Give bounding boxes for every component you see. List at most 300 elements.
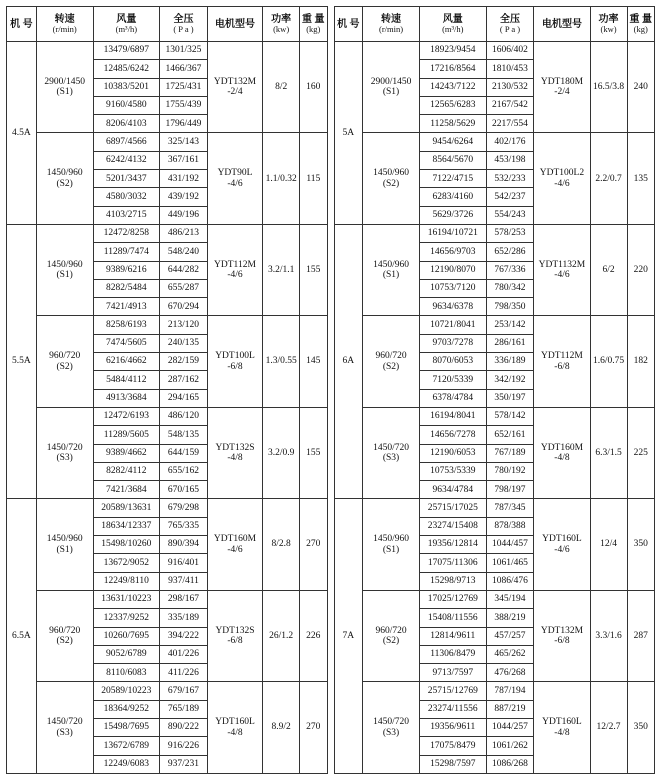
power-cell: 16.5/3.8 [590, 42, 627, 133]
pressure-cell: 767/336 [486, 261, 534, 279]
pressure-cell: 1086/268 [486, 755, 534, 773]
weight-cell: 225 [627, 407, 654, 498]
pressure-cell: 439/192 [160, 188, 208, 206]
header-power-unit: (kw) [600, 23, 617, 34]
flow-cell: 20589/10223 [93, 682, 160, 700]
pressure-cell: 578/142 [486, 407, 534, 425]
motor-model: YDT132S [215, 442, 255, 453]
pressure-cell: 890/222 [160, 718, 208, 736]
speed-series: (S2) [56, 361, 73, 372]
motor-cell [534, 42, 590, 133]
pressure-cell: 367/161 [160, 151, 208, 169]
flow-cell: 17075/8479 [419, 737, 486, 755]
flow-cell: 12472/6193 [93, 407, 160, 425]
motor-poles: -6/8 [554, 361, 570, 372]
flow-cell: 9160/4580 [93, 96, 160, 114]
weight-cell: 270 [300, 499, 327, 590]
pressure-cell: 449/196 [160, 206, 208, 224]
motor-poles: -4/8 [554, 453, 570, 464]
speed-value: 2900/1450 [44, 76, 85, 87]
table-row [7, 407, 328, 425]
speed-cell [36, 499, 93, 590]
flow-cell: 10753/7120 [419, 279, 486, 297]
weight-cell: 115 [300, 133, 327, 224]
weight-cell: 350 [627, 682, 654, 773]
speed-value: 960/720 [375, 351, 407, 362]
speed-series: (S3) [382, 453, 400, 464]
table-row [7, 133, 328, 151]
weight-cell: 240 [627, 42, 654, 133]
header-speed [363, 7, 420, 42]
header-model [7, 7, 37, 42]
motor-cell [534, 590, 590, 681]
flow-cell: 15498/10260 [93, 536, 160, 554]
table-row [334, 224, 655, 242]
flow-cell: 12190/8070 [419, 261, 486, 279]
motor-model: YDT132S [215, 625, 255, 636]
motor-poles: -4/8 [227, 727, 243, 738]
flow-cell: 4103/2715 [93, 206, 160, 224]
power-cell: 1.3/0.55 [263, 316, 300, 407]
table-row [7, 590, 328, 608]
pressure-cell: 1301/325 [160, 42, 208, 60]
pressure-cell: 767/189 [486, 444, 534, 462]
motor-poles: -4/8 [227, 453, 243, 464]
weight-cell: 350 [627, 499, 654, 590]
pressure-cell: 644/159 [160, 444, 208, 462]
flow-cell: 5201/3437 [93, 170, 160, 188]
flow-cell: 9389/6216 [93, 261, 160, 279]
weight-cell: 155 [300, 224, 327, 315]
speed-value: 960/720 [49, 625, 81, 636]
weight-cell: 145 [300, 316, 327, 407]
flow-cell: 8070/6053 [419, 353, 486, 371]
header-flow [93, 7, 160, 42]
table-row [334, 407, 655, 425]
pressure-cell: 679/167 [160, 682, 208, 700]
flow-cell: 10383/5201 [93, 78, 160, 96]
motor-cell [534, 133, 590, 224]
pressure-cell: 548/240 [160, 243, 208, 261]
flow-cell: 14243/7122 [419, 78, 486, 96]
power-cell: 6.3/1.5 [590, 407, 627, 498]
flow-cell: 9634/6378 [419, 298, 486, 316]
pressure-cell: 937/231 [160, 755, 208, 773]
motor-cell [207, 224, 262, 315]
table-row [334, 682, 655, 700]
speed-value: 1450/960 [46, 168, 83, 179]
header-weight [300, 7, 327, 42]
table-row [334, 499, 655, 517]
speed-series: (S2) [382, 361, 400, 372]
flow-cell: 10721/8041 [419, 316, 486, 334]
header-weight-unit: (kg) [633, 23, 648, 34]
table-row [334, 133, 655, 151]
table-row [7, 224, 328, 242]
pressure-cell: 542/237 [486, 188, 534, 206]
motor-cell [534, 224, 590, 315]
flow-cell: 4913/3684 [93, 389, 160, 407]
speed-cell [363, 42, 420, 133]
flow-cell: 12249/8110 [93, 572, 160, 590]
flow-cell: 16194/8041 [419, 407, 486, 425]
speed-cell [363, 316, 420, 407]
speed-series: (S1) [56, 270, 73, 281]
flow-cell: 6897/4566 [93, 133, 160, 151]
motor-poles: -4/6 [554, 270, 570, 281]
speed-cell [363, 133, 420, 224]
pressure-cell: 670/165 [160, 481, 208, 499]
pressure-cell: 787/194 [486, 682, 534, 700]
header-power-label: 功率 [271, 13, 292, 25]
speed-cell [363, 224, 420, 315]
pressure-cell: 350/197 [486, 389, 534, 407]
header-weight-label: 重 量 [302, 13, 325, 25]
header-speed-unit: (r/min) [52, 23, 77, 34]
flow-cell: 11306/8479 [419, 645, 486, 663]
pressure-cell: 453/198 [486, 151, 534, 169]
flow-cell: 8258/6193 [93, 316, 160, 334]
speed-cell [36, 682, 93, 773]
weight-cell: 270 [300, 682, 327, 773]
header-speed-label: 转速 [381, 13, 402, 25]
power-cell: 8/2.8 [263, 499, 300, 590]
flow-cell: 6283/4160 [419, 188, 486, 206]
weight-cell: 135 [627, 133, 654, 224]
pressure-cell: 554/243 [486, 206, 534, 224]
header-weight [627, 7, 654, 42]
pressure-cell: 1061/262 [486, 737, 534, 755]
flow-cell: 9454/6264 [419, 133, 486, 151]
flow-cell: 18634/12337 [93, 517, 160, 535]
motor-poles: -6/8 [227, 636, 243, 647]
motor-poles: -4/6 [227, 178, 243, 189]
flow-cell: 12814/9611 [419, 627, 486, 645]
speed-value: 1450/960 [46, 534, 83, 545]
weight-cell: 182 [627, 316, 654, 407]
flow-cell: 7474/5605 [93, 334, 160, 352]
pressure-cell: 765/335 [160, 517, 208, 535]
speed-series: (S1) [382, 270, 400, 281]
flow-cell: 12565/6283 [419, 96, 486, 114]
speed-cell [36, 133, 93, 224]
motor-poles: -4/6 [227, 544, 243, 555]
table-row [334, 316, 655, 334]
motor-poles: -4/6 [554, 178, 570, 189]
flow-cell: 9052/6789 [93, 645, 160, 663]
pressure-cell: 1044/257 [486, 718, 534, 736]
pressure-cell: 325/143 [160, 133, 208, 151]
pressure-cell: 342/192 [486, 371, 534, 389]
flow-cell: 12337/9252 [93, 609, 160, 627]
motor-model: YDT132M [213, 76, 257, 87]
pressure-cell: 670/294 [160, 298, 208, 316]
header-pressure-unit: ( P a ) [499, 23, 521, 34]
motor-poles: -2/4 [227, 87, 243, 98]
motor-poles: -4/6 [227, 270, 243, 281]
flow-cell: 5484/4112 [93, 371, 160, 389]
pressure-cell: 457/257 [486, 627, 534, 645]
speed-cell [363, 682, 420, 773]
pressure-cell: 1810/453 [486, 60, 534, 78]
pressure-cell: 916/401 [160, 554, 208, 572]
header-motor-label: 电机型号 [541, 18, 582, 30]
flow-cell: 25715/17025 [419, 499, 486, 517]
motor-cell [207, 42, 262, 133]
motor-model: YDT112M [214, 259, 256, 270]
speed-series: (S2) [382, 636, 400, 647]
pressure-cell: 1061/465 [486, 554, 534, 572]
flow-cell: 13479/6897 [93, 42, 160, 60]
flow-cell: 12485/6242 [93, 60, 160, 78]
flow-cell: 13631/10223 [93, 590, 160, 608]
motor-cell [534, 499, 590, 590]
pressure-cell: 282/159 [160, 353, 208, 371]
flow-cell: 11289/7474 [93, 243, 160, 261]
pressure-cell: 411/226 [160, 664, 208, 682]
pressure-cell: 476/268 [486, 664, 534, 682]
speed-value: 1450/720 [373, 442, 409, 453]
pressure-cell: 798/197 [486, 481, 534, 499]
header-row [334, 7, 655, 42]
motor-cell [207, 590, 262, 681]
power-cell: 1.1/0.32 [263, 133, 300, 224]
power-cell: 12/2.7 [590, 682, 627, 773]
speed-cell [36, 316, 93, 407]
flow-cell: 9634/4784 [419, 481, 486, 499]
pressure-cell: 240/135 [160, 334, 208, 352]
flow-cell: 7421/3684 [93, 481, 160, 499]
flow-cell: 23274/15408 [419, 517, 486, 535]
power-cell: 26/1.2 [263, 590, 300, 681]
pressure-cell: 887/219 [486, 700, 534, 718]
weight-cell: 155 [300, 407, 327, 498]
flow-cell: 6378/4784 [419, 389, 486, 407]
flow-cell: 9713/7597 [419, 664, 486, 682]
header-model-label: 机 号 [337, 18, 360, 30]
speed-value: 960/720 [49, 351, 81, 362]
speed-series: (S1) [56, 544, 73, 555]
power-cell: 12/4 [590, 499, 627, 590]
speed-series: (S1) [382, 87, 400, 98]
flow-cell: 14656/7278 [419, 426, 486, 444]
flow-cell: 12472/8258 [93, 224, 160, 242]
pressure-cell: 532/233 [486, 170, 534, 188]
pressure-cell: 765/189 [160, 700, 208, 718]
header-pressure [486, 7, 534, 42]
flow-cell: 9389/4662 [93, 444, 160, 462]
pressure-cell: 780/342 [486, 279, 534, 297]
motor-poles: -2/4 [554, 87, 570, 98]
header-speed-unit: (r/min) [378, 23, 404, 34]
pressure-cell: 937/411 [160, 572, 208, 590]
header-flow-label: 风量 [442, 13, 463, 25]
flow-cell: 15498/7695 [93, 718, 160, 736]
header-flow-unit: (m³/h) [115, 23, 138, 34]
motor-model: YDT1132M [538, 259, 586, 270]
motor-model: YDT160M [540, 442, 584, 453]
speed-value: 1450/960 [373, 534, 409, 545]
table-row [334, 42, 655, 60]
flow-cell: 23274/11556 [419, 700, 486, 718]
flow-cell: 13672/6789 [93, 737, 160, 755]
pressure-cell: 465/262 [486, 645, 534, 663]
power-cell: 3.2/0.9 [263, 407, 300, 498]
model-cell: 6.5A [7, 499, 37, 773]
pressure-cell: 1796/449 [160, 115, 208, 133]
motor-model: YDT100L2 [539, 168, 585, 179]
header-pressure-unit: ( P a ) [173, 23, 194, 34]
weight-cell: 160 [300, 42, 327, 133]
flow-cell: 6242/4132 [93, 151, 160, 169]
model-cell: 7A [334, 499, 363, 773]
flow-cell: 8282/4112 [93, 462, 160, 480]
flow-cell: 18923/9454 [419, 42, 486, 60]
pressure-cell: 394/222 [160, 627, 208, 645]
speed-series: (S1) [382, 544, 400, 555]
weight-cell: 287 [627, 590, 654, 681]
flow-cell: 17075/11306 [419, 554, 486, 572]
pressure-cell: 2217/554 [486, 115, 534, 133]
speed-cell [36, 590, 93, 681]
pressure-cell: 2130/532 [486, 78, 534, 96]
flow-cell: 10260/7695 [93, 627, 160, 645]
power-cell: 3.3/1.6 [590, 590, 627, 681]
header-flow-unit: (m³/h) [442, 23, 464, 34]
model-cell: 4.5A [7, 42, 37, 225]
pressure-cell: 652/286 [486, 243, 534, 261]
speed-value: 1450/720 [46, 717, 83, 728]
flow-cell: 11258/5629 [419, 115, 486, 133]
model-cell: 5.5A [7, 224, 37, 498]
flow-cell: 17216/8564 [419, 60, 486, 78]
flow-cell: 10753/5339 [419, 462, 486, 480]
pressure-cell: 401/226 [160, 645, 208, 663]
pressure-cell: 578/253 [486, 224, 534, 242]
speed-cell [36, 224, 93, 315]
pressure-cell: 655/287 [160, 279, 208, 297]
pressure-cell: 2167/542 [486, 96, 534, 114]
power-cell: 8/2 [263, 42, 300, 133]
model-cell: 6A [334, 224, 363, 498]
pressure-cell: 878/388 [486, 517, 534, 535]
speed-series: (S3) [56, 453, 73, 464]
pressure-cell: 336/189 [486, 353, 534, 371]
pressure-cell: 294/165 [160, 389, 208, 407]
pressure-cell: 287/162 [160, 371, 208, 389]
table-row [7, 499, 328, 517]
header-model-label: 机 号 [10, 18, 33, 30]
spec-tables [6, 6, 655, 774]
pressure-cell: 402/176 [486, 133, 534, 151]
header-motor [207, 7, 262, 42]
header-motor-label: 电机型号 [214, 18, 255, 30]
flow-cell: 12249/6083 [93, 755, 160, 773]
speed-value: 1450/960 [373, 168, 409, 179]
flow-cell: 19356/12814 [419, 536, 486, 554]
speed-series: (S2) [56, 178, 73, 189]
motor-model: YDT100L [215, 351, 255, 362]
pressure-cell: 548/135 [160, 426, 208, 444]
flow-cell: 25715/12769 [419, 682, 486, 700]
pressure-cell: 780/192 [486, 462, 534, 480]
motor-poles: -4/8 [554, 727, 570, 738]
header-weight-label: 重 量 [629, 13, 652, 25]
flow-cell: 17025/12769 [419, 590, 486, 608]
motor-cell [207, 133, 262, 224]
motor-model: YDT160L [542, 717, 582, 728]
speed-cell [36, 42, 93, 133]
pressure-cell: 486/213 [160, 224, 208, 242]
pressure-cell: 1725/431 [160, 78, 208, 96]
motor-cell [207, 499, 262, 590]
flow-cell: 8206/4103 [93, 115, 160, 133]
power-cell: 6/2 [590, 224, 627, 315]
pressure-cell: 253/142 [486, 316, 534, 334]
speed-series: (S1) [56, 87, 73, 98]
pressure-cell: 679/298 [160, 499, 208, 517]
flow-cell: 16194/10721 [419, 224, 486, 242]
power-cell: 8.9/2 [263, 682, 300, 773]
header-flow [419, 7, 486, 42]
pressure-cell: 1755/439 [160, 96, 208, 114]
weight-cell: 220 [627, 224, 654, 315]
motor-cell [534, 316, 590, 407]
pressure-cell: 486/120 [160, 407, 208, 425]
header-speed [36, 7, 93, 42]
flow-cell: 18364/9252 [93, 700, 160, 718]
flow-cell: 8564/5670 [419, 151, 486, 169]
speed-cell [363, 499, 420, 590]
motor-model: YDT160L [215, 717, 255, 728]
speed-cell [36, 407, 93, 498]
table-row [7, 316, 328, 334]
pressure-cell: 1086/476 [486, 572, 534, 590]
motor-poles: -6/8 [227, 361, 243, 372]
model-cell: 5A [334, 42, 363, 225]
flow-cell: 20589/13631 [93, 499, 160, 517]
pressure-cell: 388/219 [486, 609, 534, 627]
pressure-cell: 345/194 [486, 590, 534, 608]
power-cell: 3.2/1.1 [263, 224, 300, 315]
speed-series: (S3) [382, 727, 400, 738]
fan-spec-table-left [6, 6, 328, 774]
pressure-cell: 213/120 [160, 316, 208, 334]
motor-model: YDT160M [213, 534, 257, 545]
motor-cell [207, 407, 262, 498]
motor-cell [207, 682, 262, 773]
motor-cell [534, 407, 590, 498]
pressure-cell: 916/226 [160, 737, 208, 755]
flow-cell: 8282/5484 [93, 279, 160, 297]
pressure-cell: 644/282 [160, 261, 208, 279]
motor-poles: -4/6 [554, 544, 570, 555]
flow-cell: 7122/4715 [419, 170, 486, 188]
header-pressure-label: 全压 [500, 13, 520, 25]
motor-cell [207, 316, 262, 407]
fan-spec-table-right [334, 6, 656, 774]
pressure-cell: 798/350 [486, 298, 534, 316]
header-weight-unit: (kg) [306, 23, 321, 34]
header-power-label: 功率 [598, 13, 619, 25]
header-pressure-label: 全压 [173, 13, 194, 25]
pressure-cell: 652/161 [486, 426, 534, 444]
speed-series: (S2) [56, 636, 73, 647]
flow-cell: 13672/9052 [93, 554, 160, 572]
flow-cell: 5629/3726 [419, 206, 486, 224]
header-motor [534, 7, 590, 42]
flow-cell: 7120/5339 [419, 371, 486, 389]
